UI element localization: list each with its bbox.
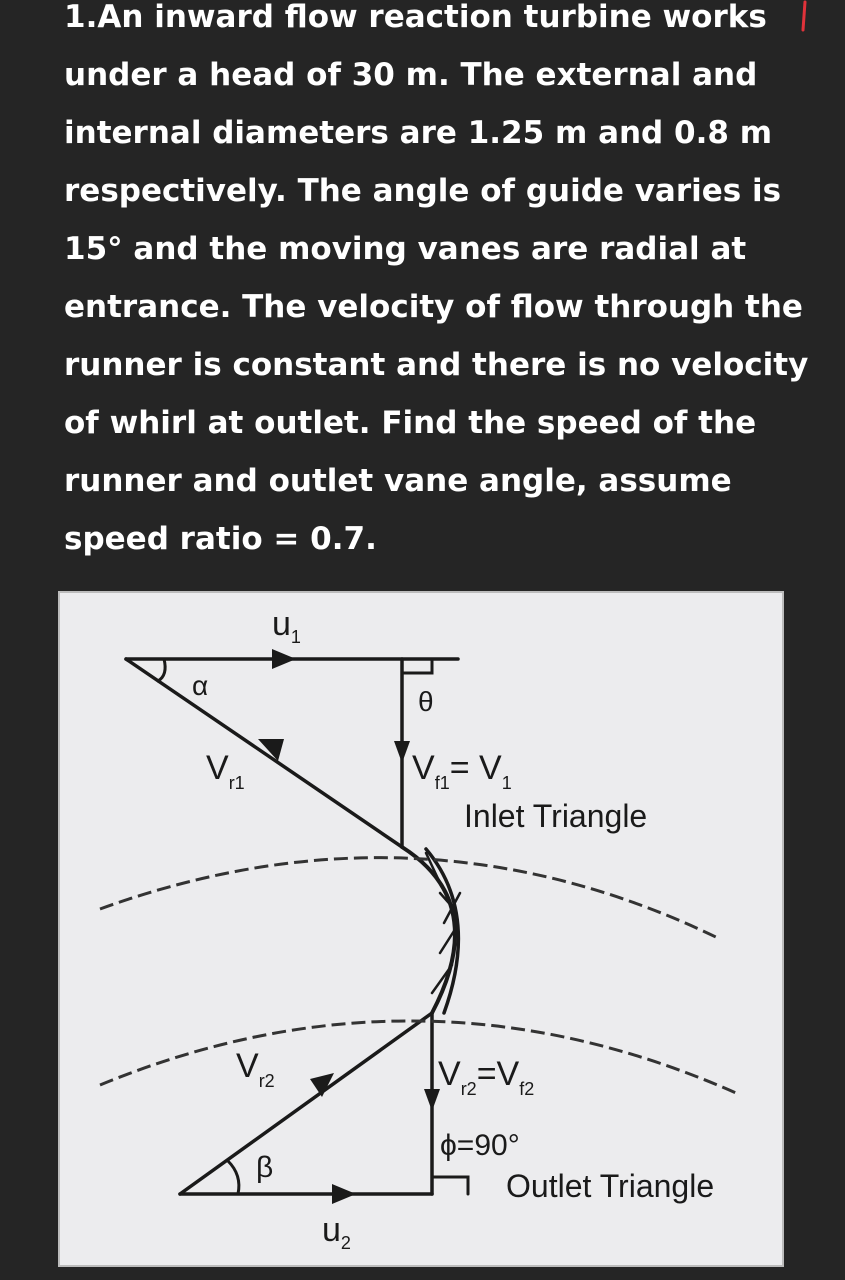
vf1-arrow	[394, 741, 410, 763]
question-line: 1.An inward flow reaction turbine works	[64, 0, 767, 35]
annotation-mark	[795, 0, 815, 40]
phi-right-angle	[432, 1177, 468, 1194]
u1-label: $u_1$	[272, 605, 301, 647]
velocity-triangle-figure	[58, 591, 784, 1267]
question-line: runner and outlet vane angle, assume	[64, 463, 732, 499]
u2-label: $u_2$	[322, 1211, 351, 1253]
vf1-label: $V_{f1}= V_1$	[412, 749, 512, 793]
alpha-label: α	[192, 670, 209, 701]
question-line: respectively. The angle of guide varies is	[64, 173, 782, 209]
question-line: 15° and the moving vanes are radial at	[64, 231, 747, 267]
alpha-arc	[158, 659, 165, 681]
runner-vane-outer	[402, 847, 455, 1013]
question-line: runner is constant and there is no velocity	[64, 347, 809, 383]
question-line: under a head of 30 m. The external and	[64, 57, 758, 93]
u1-arrow	[272, 649, 296, 669]
outlet-triangle-label: Outlet Triangle	[506, 1168, 715, 1204]
beta-label: β	[256, 1151, 274, 1184]
v2-label: $V_{r2}=V_{f2}$	[438, 1055, 535, 1099]
inner-runner-circle	[100, 1021, 736, 1093]
outer-runner-circle	[100, 858, 720, 939]
vr1-label: $V_{r1}$	[206, 749, 245, 793]
phi-label: ϕ=90°	[440, 1129, 520, 1162]
question-line: internal diameters are 1.25 m and 0.8 m	[64, 115, 773, 151]
question-line: of whirl at outlet. Find the speed of the	[64, 405, 757, 441]
vr1-line	[126, 659, 402, 847]
vr2-line	[180, 1013, 432, 1194]
inlet-triangle-label: Inlet Triangle	[464, 798, 648, 834]
vr2-label: $V_{r2}$	[236, 1047, 275, 1091]
question-text	[64, 0, 809, 568]
question-line: speed ratio = 0.7.	[64, 521, 377, 557]
u2-arrow	[332, 1184, 356, 1204]
theta-label: θ	[418, 686, 434, 717]
velocity-diagram	[60, 593, 782, 1265]
theta-right-angle	[402, 659, 432, 673]
beta-arc	[228, 1161, 239, 1194]
question-line: entrance. The velocity of flow through the	[64, 289, 803, 325]
